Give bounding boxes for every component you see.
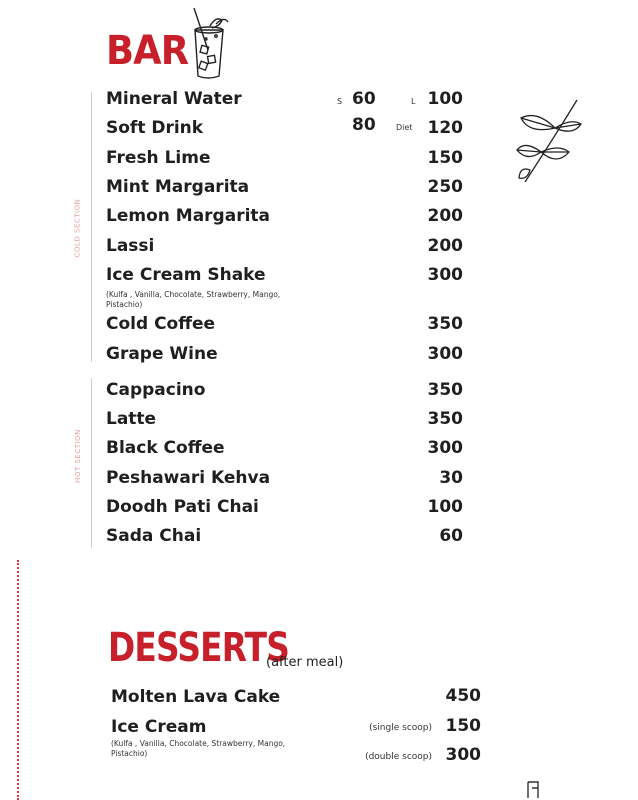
bar-section-title: BAR: [106, 28, 189, 74]
menu-item-name: Lemon Margarita: [106, 206, 270, 226]
price-regular: 80: [352, 115, 376, 135]
menu-item-price: 350: [427, 409, 463, 429]
menu-item-name: Ice Cream Shake: [106, 265, 266, 285]
menu-item-name: Mint Margarita: [106, 177, 250, 197]
menu-item-name: Molten Lava Cake: [111, 687, 281, 707]
menu-item-name: Cappacino: [106, 380, 206, 400]
desserts-section-title: DESSERTS: [108, 625, 290, 671]
shake-flavours-note: (Kulfa , Vanilla, Chocolate, Strawberry, Mango, Pistachio): [106, 290, 281, 309]
hot-section-label: HOT SECTION: [73, 429, 82, 483]
double-scoop-tag: (double scoop): [365, 752, 432, 762]
menu-item-price: 60: [439, 526, 463, 546]
menu-item-price: 250: [427, 177, 463, 197]
menu-item-price: 300: [427, 265, 463, 285]
menu-item-price: 30: [439, 468, 463, 488]
menu-item-name: Mineral Water: [106, 89, 242, 109]
menu-item-price: 200: [427, 236, 463, 256]
single-scoop-tag: (single scoop): [369, 723, 432, 733]
menu-item-price: 350: [427, 314, 463, 334]
price-large: 100: [427, 89, 463, 109]
menu-item-name: Cold Coffee: [106, 314, 216, 334]
menu-item-name: Latte: [106, 409, 157, 429]
menu-item-name: Lassi: [106, 236, 155, 256]
cold-section-label: COLD SECTION: [73, 198, 82, 258]
dotted-margin-line: [17, 560, 19, 800]
page-corner-icon: [526, 780, 542, 800]
cold-section-divider: [91, 92, 92, 362]
hot-section-divider: [91, 378, 92, 548]
menu-item-name: Fresh Lime: [106, 148, 211, 168]
menu-item-name: Soft Drink: [106, 118, 204, 138]
ice-cream-flavours-note: (Kulfa , Vanilla, Chocolate, Strawberry, Mango, Pistachio): [111, 739, 286, 758]
menu-item-price: 450: [445, 686, 481, 706]
desserts-subtitle: (after meal): [266, 655, 344, 670]
menu-item-price: 300: [427, 344, 463, 364]
menu-item-price: 100: [427, 497, 463, 517]
leaf-sprig-icon: [515, 96, 585, 188]
menu-item-name: Doodh Pati Chai: [106, 497, 259, 517]
menu-item-price: 200: [427, 206, 463, 226]
size-tag-large: L: [411, 97, 416, 106]
menu-item-name: Grape Wine: [106, 344, 218, 364]
price-small: 60: [352, 89, 376, 109]
menu-item-price: 350: [427, 380, 463, 400]
menu-item-price: 150: [427, 148, 463, 168]
menu-item-name: Peshawari Kehva: [106, 468, 271, 488]
price-single-scoop: 150: [445, 716, 481, 736]
cocktail-glass-icon: [186, 6, 232, 80]
menu-item-price: 300: [427, 438, 463, 458]
menu-item-name: Black Coffee: [106, 438, 225, 458]
size-tag-small: S: [337, 97, 343, 106]
menu-item-name: Ice Cream: [111, 717, 207, 737]
price-diet: 120: [427, 118, 463, 138]
menu-item-name: Sada Chai: [106, 526, 202, 546]
price-double-scoop: 300: [445, 745, 481, 765]
diet-tag: Diet: [396, 123, 413, 132]
